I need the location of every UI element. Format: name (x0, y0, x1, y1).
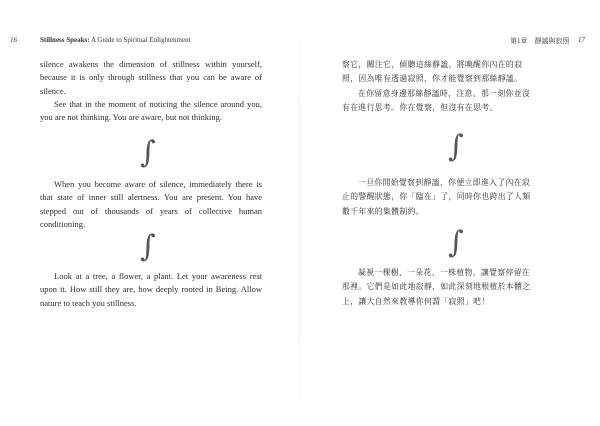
english-section-3 (40, 270, 262, 310)
section-ornament-icon: ∫ (448, 225, 464, 260)
paragraph: 在你留意身邊那絲靜謐時，注意，那一刻你並沒有在進行思考。你在覺察，但沒有在思考。 (342, 88, 531, 113)
left-page-number: 16 (10, 36, 17, 44)
section-ornament-icon: ∫ (140, 135, 156, 170)
right-page-number: 17 (578, 36, 585, 44)
running-header-title (40, 36, 191, 44)
running-header-chapter: 第1章 靜謐與寂照 (510, 37, 570, 45)
chinese-section-1 (342, 58, 538, 116)
book-title: Stillness Speaks: (40, 36, 90, 44)
english-section-2 (40, 178, 262, 231)
paragraph: 一旦你開始覺察到靜謐，你便立即進入了內在寂止的警醒狀態，你「臨在」了，同時你也跨出了人類數千年來的集體制約。 (342, 178, 531, 216)
right-page (300, 0, 600, 426)
paragraph: Look at a tree, a flower, a plant. Let your awareness rest upon it. How still they are, how deeply rooted in Being. Allow nature to teach you stillness. (40, 271, 262, 308)
paragraph: silence awakens the dimension of stillness within yourself, because it is only through stillness that you can be aware of silence. (40, 59, 262, 96)
paragraph: 察它，關注它，傾聽這絲靜謐，將喚醒你內在的寂照，因為唯有透過寂照，你才能覺察到那絲靜謐。 (342, 60, 523, 84)
book-subtitle: A Guide to Spiritual Enlightenment (89, 36, 191, 44)
section-ornament-icon: ∫ (448, 129, 464, 164)
english-section-1 (40, 58, 262, 124)
chinese-section-2 (342, 176, 538, 219)
paragraph: See that in the moment of noticing the silence around you, you are not thinking. You are aware, but not thinking. (40, 98, 262, 123)
chinese-section-3 (342, 266, 538, 309)
paragraph: 凝視一棵樹、一朵花、一株植物，讓覺察停留在那裡。它們是如此地寂靜，如此深刻地根植於本體之上，讓大自然來教導你何謂「寂照」吧！ (342, 268, 531, 306)
paragraph: When you become aware of silence, immediately there is that state of inner still alertness. You are present. You have stepped out of thousands of years of collective human conditioning. (40, 179, 262, 229)
section-ornament-icon: ∫ (140, 229, 156, 264)
